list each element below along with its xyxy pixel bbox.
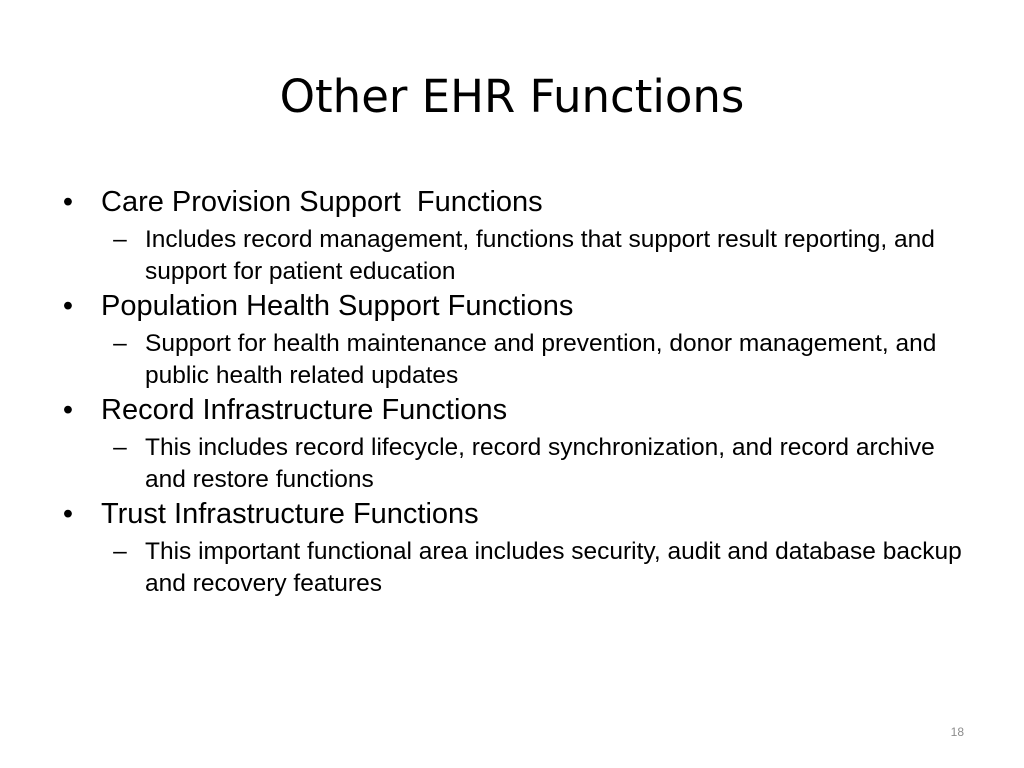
sub-bullet-item: [58, 224, 965, 288]
sub-bullet-item: [58, 432, 965, 496]
sub-bullet-text: This includes record lifecycle, record synchronization, and record archive and restore functions: [145, 434, 935, 493]
bullet-group: [58, 184, 958, 288]
sub-bullet-dash: –: [113, 434, 127, 461]
bullet-dot: •: [62, 394, 74, 426]
bullet-text: Record Infrastructure Functions: [101, 394, 508, 426]
sub-bullet-text: Includes record management, functions that support result reporting, and support for patient education: [145, 226, 935, 285]
slide-title: Other EHR Functions: [279, 70, 745, 123]
sub-bullet-text: This important functional area includes security, audit and database backup and recovery features: [145, 538, 962, 597]
sub-bullet-dash: –: [113, 226, 127, 253]
bullet-list: [58, 184, 962, 600]
bullet-item: [58, 184, 958, 220]
bullet-dot: •: [62, 186, 74, 218]
sub-bullet-dash: –: [113, 538, 127, 565]
page-number: 18: [950, 725, 964, 739]
bullet-item: [58, 496, 958, 532]
bullet-item: [58, 392, 958, 428]
sub-bullet-item: [58, 536, 965, 600]
bullet-group: [58, 496, 962, 600]
bullet-dot: •: [62, 290, 74, 322]
bullet-text: Care Provision Support Functions: [101, 186, 543, 218]
bullet-group: [58, 288, 958, 392]
sub-bullet-item: [58, 328, 965, 392]
bullet-text: Population Health Support Functions: [101, 290, 574, 322]
sub-bullet-text: Support for health maintenance and prevention, donor management, and public health related updates: [145, 330, 937, 389]
bullet-text: Trust Infrastructure Functions: [101, 498, 479, 530]
bullet-item: [58, 288, 958, 324]
sub-bullet-dash: –: [113, 330, 127, 357]
bullet-dot: •: [62, 498, 74, 530]
bullet-group: [58, 392, 958, 496]
